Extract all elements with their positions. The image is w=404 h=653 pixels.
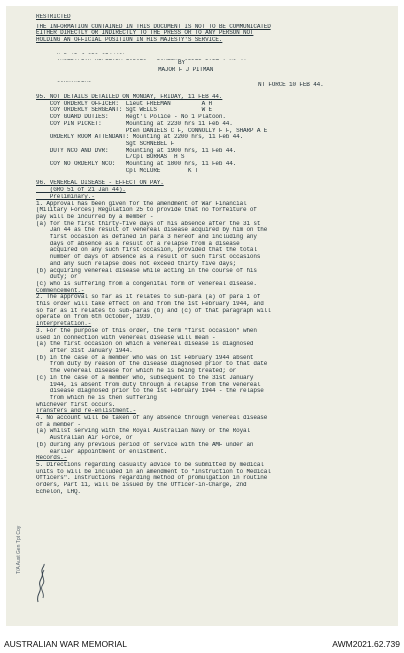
by-line: BY (178, 60, 185, 67)
s96-line: 4. No account will be taken of any absence through venereal disease (36, 415, 268, 422)
commanding-label (57, 81, 92, 82)
s96-line: Echelon, LHQ. (36, 488, 81, 495)
s95-line: COY NO ORDERLY NCO: Mounting at 1800 hrs, 11 Feb 44. (36, 161, 237, 168)
restriction-notice (36, 24, 391, 44)
commander: MAJOR F J PITMAN (158, 66, 214, 73)
s95-line: L/Cpl BURRAS H S (36, 154, 185, 161)
s95-line: DUTY NCO AND DVR: Mounting at 1900 hrs, 11 Feb 44. (36, 147, 237, 154)
s96-line: days of absence as a result of a relapse from a disease (36, 240, 240, 247)
s96-line: duty; or (36, 274, 78, 281)
s96-line: from duty by reason of the disease diagnosed prior to that date (36, 361, 268, 368)
s96-line: Transfers and re-enlistment.- (36, 408, 137, 415)
s96-line: Commencement.- (36, 287, 85, 294)
s96-line: (c) in the case of a member who, subsequent to the 31st January (36, 374, 254, 381)
s96-line: 2. The approval so far as it relates to sub-para (a) of para 1 of (36, 294, 261, 301)
s96-line: the venereal disease for which he is being treated; or (36, 368, 237, 375)
document-page (6, 6, 398, 626)
s96-line: after 31st January 1944. (36, 348, 133, 354)
s95-line: ORDERLY ROOM ATTENDANT: Mounting at 2200 hrs, 11 Feb 44. (36, 134, 244, 141)
s96-line: Jan 44 as the result of venereal disease acquired by him on the (36, 227, 268, 234)
s95-line: COY PIN PICKET: Mounting at 2230 hrs 11 Feb 44. (36, 120, 233, 127)
s96-line: this order will take effect on and from the 1st February 1944, and (36, 301, 264, 308)
s95-line: Sgt SCHNEBEL F (36, 140, 175, 147)
s96-line: orders, Part 11, will be issued by the Officer-in-Charge, 2nd (36, 482, 247, 489)
section-95 (36, 94, 391, 174)
s96-line: 1. Approval has been given for the amendment of War Financial (36, 200, 247, 207)
commanding-line (36, 76, 391, 83)
unit-date: NT FORCE 10 FEB 44. (258, 82, 324, 89)
s96-line: used in connection with venereal disease will mean - (36, 334, 216, 341)
section-96 (36, 180, 391, 495)
footer-left: AUSTRALIAN WAR MEMORIAL (4, 639, 127, 649)
s96-line: 5. Directions regarding casualty advice to be submitted by medical (36, 461, 264, 468)
s95-line: COY ORDERLY SERGEANT: Sgt WELLS W E (36, 107, 212, 114)
handwritten-signature (34, 562, 48, 604)
s96-line: (b) in the case of a member who was on 1st February 1944 absent (36, 354, 254, 361)
s96-line: number of days of absence as a result of such first occasions (36, 254, 261, 261)
s95-line: 95. NOT DETAILS DETAILED ON MONDAY, FRIDAY, 11 FEB 44. (36, 93, 223, 100)
s96-line: disease diagnosed prior to the 1st February 1944 - the relapse (36, 388, 264, 395)
s96-line: (a) whilst serving with the Royal Australian Navy or the Royal (36, 428, 250, 435)
restricted-heading: RESTRICTED (36, 14, 71, 20)
s95-line: Cpl McLURE K T (36, 167, 199, 174)
footer-right: AWM2021.62.739 (332, 639, 400, 649)
s96-line: first occasion as defined in para 3 hereof and including any (36, 234, 257, 241)
s96-line: Interpretation.- (36, 321, 92, 328)
s96-line: whichever first occurs. (36, 401, 116, 408)
s96-line: and any such relapse does not exceed thirty five days; (36, 260, 237, 267)
s96-line: (GRO 51 of 21 Jan 44). (36, 187, 126, 194)
margin-note: T/A Aust Gen Tpt Coy (16, 525, 22, 574)
s96-line: 3. For the purpose of this order, the term "first occasion" when (36, 327, 257, 334)
s96-line: (c) who is suffering from a congenital form of venereal disease. (36, 280, 257, 287)
s95-line: Pten DANIELS C F, CONNOLLY F F, SHARP A E (36, 127, 268, 134)
order-title (57, 59, 247, 60)
s96-line: so far as it relates to sub-paras (b) and (c) of that paragraph will (36, 307, 271, 314)
s96-line: Officers". Instructions regarding method of promulgation in routine (36, 475, 268, 482)
s96-line: (b) acquiring venereal disease while acting in the course of his (36, 267, 257, 274)
s96-line: 96. VENEREAL DISEASE - EFFECT ON PAY. (36, 180, 164, 187)
notice-line: HOLDING AN OFFICIAL POSITION IN HIS MAJESTY'S SERVICE. (36, 37, 223, 44)
s96-line: (b) during any previous period of service with the AMF under an (36, 441, 254, 448)
archive-footer (0, 636, 404, 653)
s96-line: acquired on any such first occasion, provided that the total (36, 247, 257, 254)
title-line (36, 54, 391, 61)
s96-line: pay will be incurred by a member - (36, 213, 154, 220)
s96-line: (a) for the first thirty-five days of his absence after the 31 st (36, 220, 261, 227)
notice-line: THE INFORMATION CONTAINED IN THIS DOCUMENT IS NOT TO BE COMMUNICATED (36, 23, 271, 30)
s96-line: from which he is then suffering (36, 394, 157, 401)
s96-line: operate on from 6th October, 1939. (36, 314, 154, 321)
notice-line: EITHER DIRECTLY OR INDIRECTLY TO THE PRESS OR TO ANY PERSON NOT (36, 30, 254, 37)
s96-line: 1944, is absent from duty through a relapse from the venereal (36, 381, 261, 388)
s96-line: Australian Air Force, or (36, 435, 133, 442)
s95-line: COY GUARD DUTIES: Regt'l Police - No 1 Platoon. (36, 114, 226, 121)
s96-line: units to will be included in an amendment to "Instruction to Medical (36, 468, 271, 475)
s96-line: earlier appointment or enlistment. (36, 448, 168, 455)
s96-line: (a) the first occasion on which a venereal disease is diagnosed (36, 341, 254, 348)
s96-line: Records.- (36, 455, 68, 462)
s96-line: of a member - (36, 421, 81, 428)
s96-line: (Military Forces) Regulation 25 to provide that no forfeiture of (36, 207, 257, 214)
document-body (36, 14, 391, 495)
reference-line (36, 47, 391, 54)
s96-line: Preliminary.- (36, 193, 95, 200)
s95-line: COY ORDERLY OFFICER: Lieut FREEMAN A H (36, 100, 212, 107)
